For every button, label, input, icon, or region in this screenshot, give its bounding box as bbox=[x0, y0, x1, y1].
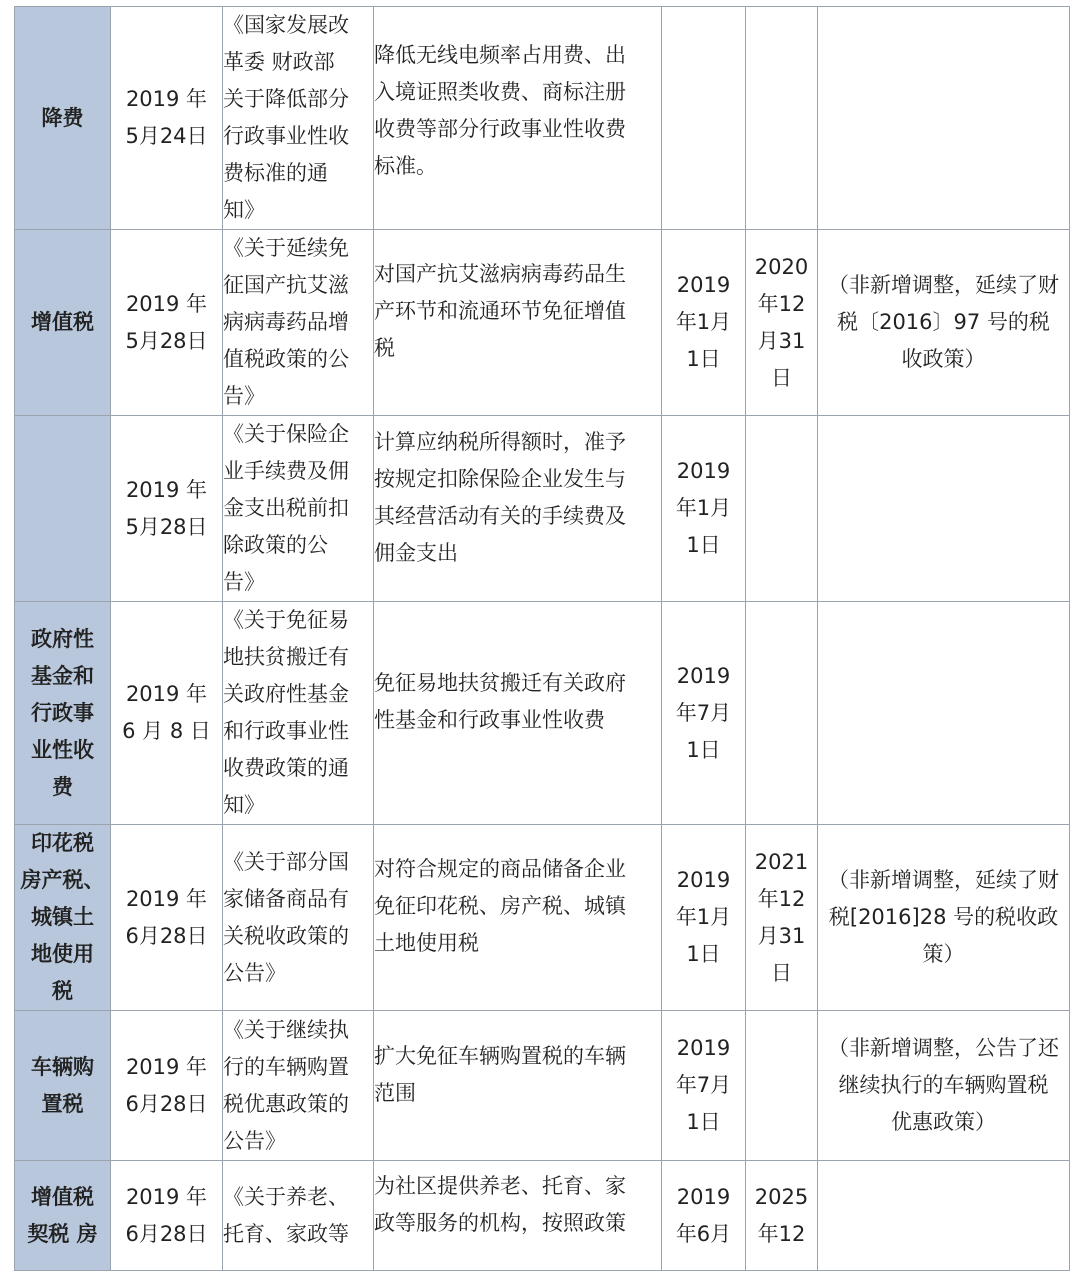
table-row bbox=[15, 416, 1070, 602]
note-cell: （非新增调整，延续了财 税[2016]28 号的税收政 策） bbox=[818, 825, 1070, 1011]
note-cell: （非新增调整，延续了财 税〔2016〕97 号的税 收政策） bbox=[818, 230, 1070, 416]
date-cell: 2019 年 6月28日 bbox=[111, 825, 223, 1011]
end-date-cell: 2020 年12 月31 日 bbox=[746, 230, 818, 416]
end-date-cell: 2021 年12 月31 日 bbox=[746, 825, 818, 1011]
note-cell: （非新增调整，公告了还 继续执行的车辆购置税 优惠政策） bbox=[818, 1011, 1070, 1161]
start-date-cell: 2019 年7月 1日 bbox=[662, 602, 746, 825]
date-cell: 2019 年 6月28日 bbox=[111, 1011, 223, 1161]
category-cell: 增值税 契税 房 bbox=[15, 1161, 111, 1271]
content-cell: 降低无线电频率占用费、出 入境证照类收费、商标注册 收费等部分行政事业性收费 标准。 bbox=[374, 7, 662, 230]
policy-table bbox=[14, 6, 1070, 1271]
category-cell: 印花税 房产税、 城镇土 地使用 税 bbox=[15, 825, 111, 1011]
document-cell: 《关于免征易 地扶贫搬迁有 关政府性基金 和行政事业性 收费政策的通 知》 bbox=[223, 602, 374, 825]
table-row bbox=[15, 7, 1070, 230]
content-cell: 免征易地扶贫搬迁有关政府 性基金和行政事业性收费 bbox=[374, 602, 662, 825]
category-cell bbox=[15, 416, 111, 602]
date-cell: 2019 年 5月24日 bbox=[111, 7, 223, 230]
note-cell bbox=[818, 7, 1070, 230]
start-date-cell: 2019 年1月 1日 bbox=[662, 825, 746, 1011]
end-date-cell: 2025 年12 bbox=[746, 1161, 818, 1271]
document-cell: 《关于保险企 业手续费及佣 金支出税前扣 除政策的公 告》 bbox=[223, 416, 374, 602]
end-date-cell bbox=[746, 602, 818, 825]
date-cell: 2019 年 5月28日 bbox=[111, 230, 223, 416]
category-cell: 增值税 bbox=[15, 230, 111, 416]
note-cell bbox=[818, 416, 1070, 602]
policy-table-body bbox=[15, 7, 1070, 1271]
end-date-cell bbox=[746, 416, 818, 602]
table-row bbox=[15, 230, 1070, 416]
end-date-cell bbox=[746, 1011, 818, 1161]
document-cell: 《关于延续免 征国产抗艾滋 病病毒药品增 值税政策的公 告》 bbox=[223, 230, 374, 416]
document-cell: 《关于养老、 托育、家政等 bbox=[223, 1161, 374, 1271]
date-cell: 2019 年 5月28日 bbox=[111, 416, 223, 602]
table-row bbox=[15, 602, 1070, 825]
category-cell: 车辆购 置税 bbox=[15, 1011, 111, 1161]
table-row bbox=[15, 1011, 1070, 1161]
content-cell: 计算应纳税所得额时，准予 按规定扣除保险企业发生与 其经营活动有关的手续费及 佣金支出 bbox=[374, 416, 662, 602]
table-row bbox=[15, 1161, 1070, 1271]
content-cell: 对国产抗艾滋病病毒药品生 产环节和流通环节免征增值 税 bbox=[374, 230, 662, 416]
category-cell: 降费 bbox=[15, 7, 111, 230]
content-cell: 扩大免征车辆购置税的车辆 范围 bbox=[374, 1011, 662, 1161]
start-date-cell: 2019 年1月 1日 bbox=[662, 230, 746, 416]
content-cell: 对符合规定的商品储备企业 免征印花税、房产税、城镇 土地使用税 bbox=[374, 825, 662, 1011]
document-cell: 《关于继续执 行的车辆购置 税优惠政策的 公告》 bbox=[223, 1011, 374, 1161]
table-row bbox=[15, 825, 1070, 1011]
note-cell bbox=[818, 602, 1070, 825]
start-date-cell bbox=[662, 7, 746, 230]
note-cell bbox=[818, 1161, 1070, 1271]
start-date-cell: 2019 年7月 1日 bbox=[662, 1011, 746, 1161]
end-date-cell bbox=[746, 7, 818, 230]
content-cell: 为社区提供养老、托育、家 政等服务的机构，按照政策 bbox=[374, 1161, 662, 1271]
start-date-cell: 2019 年1月 1日 bbox=[662, 416, 746, 602]
start-date-cell: 2019 年6月 bbox=[662, 1161, 746, 1271]
document-cell: 《国家发展改 革委 财政部 关于降低部分 行政事业性收 费标准的通 知》 bbox=[223, 7, 374, 230]
date-cell: 2019 年 6 月 8 日 bbox=[111, 602, 223, 825]
category-cell: 政府性 基金和 行政事 业性收 费 bbox=[15, 602, 111, 825]
date-cell: 2019 年 6月28日 bbox=[111, 1161, 223, 1271]
document-cell: 《关于部分国 家储备商品有 关税收政策的 公告》 bbox=[223, 825, 374, 1011]
